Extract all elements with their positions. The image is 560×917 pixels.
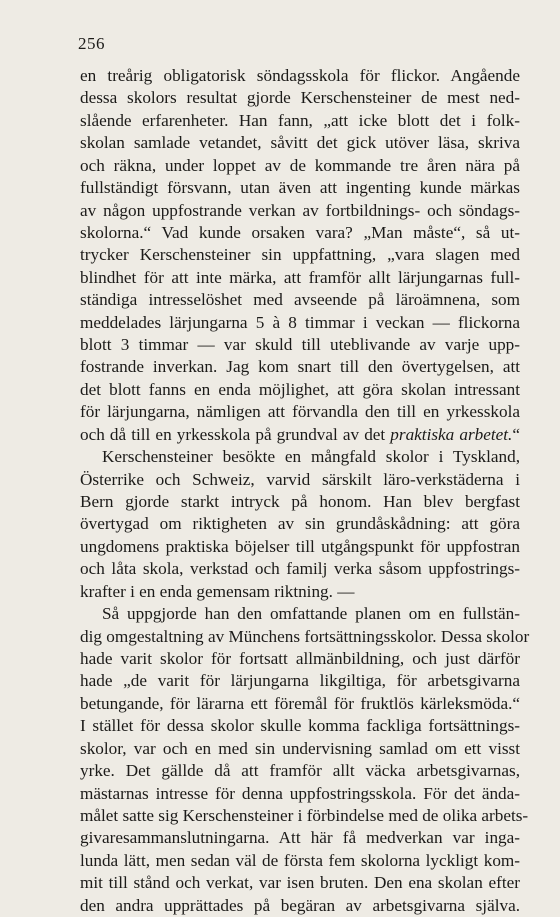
text-line (80, 132, 520, 154)
text-line (80, 155, 520, 177)
text-line-content: Så uppgjorde han den omfattande planen om en fullstän- (102, 604, 520, 624)
text-line-content: blott 3 timmar — var skuld till uteblivande av varje upp- (80, 335, 520, 355)
text-line (80, 872, 520, 894)
text-line (80, 558, 520, 580)
text-line (80, 626, 530, 648)
text-line (80, 715, 520, 737)
text-line-content: trycker Kerschensteiner sin uppfattning, „vara slagen med (80, 245, 520, 265)
text-line-content: övertygad om riktigheten av sin grundåskådning: att göra (80, 514, 520, 534)
text-line (80, 244, 520, 266)
text-line-content: skolor, var och en med sin undervisning samlad om ett visst (80, 738, 520, 758)
text-line (80, 312, 520, 334)
text-line (80, 850, 520, 872)
text-line (80, 356, 520, 378)
text-line-content: Bern gjorde starkt intryck på honom. Han blev bergfast (80, 492, 520, 512)
emphasized-text: praktiska arbetet. (390, 424, 513, 444)
text-line (80, 581, 520, 603)
text-line (80, 424, 520, 446)
text-line (80, 827, 520, 849)
text-line-content: fullständigt försvann, utan även att ingenting kunde märkas (80, 178, 520, 198)
text-line-content: och då till en yrkesskola på grundval av det (80, 424, 391, 444)
text-line-content: fostrande inverkan. Jag kom snart till den övertygelsen, att (80, 357, 520, 377)
text-line-content: ständiga intresselöshet med avseende på läroämnena, som (80, 290, 520, 310)
text-line (80, 289, 520, 311)
text-line-content: av någon uppfostrande verkan av fortbildnings- och söndags- (80, 200, 520, 220)
text-line-content: mästarnas intresse för denna uppfostringsskola. För det ända- (80, 783, 520, 803)
text-line (80, 200, 520, 222)
text-line-content: meddelades lärjungarna 5 à 8 timmar i veckan — flickorna (80, 312, 520, 332)
text-line (80, 760, 520, 782)
text-line-content: hade varit skolor för fortsatt allmänbildning, och just därför (80, 648, 520, 668)
text-line-content: slående erfarenheter. Han fann, „att icke blott det i folk- (80, 110, 520, 130)
text-line-content: I stället för dessa skolor skulle komma fackliga fortsättnings- (80, 716, 520, 736)
text-line (80, 648, 520, 670)
text-line (80, 177, 520, 199)
text-line-content: den andra upprättades på begäran av arbetsgivarna själva. (80, 895, 520, 915)
text-line (80, 446, 520, 468)
text-line (80, 87, 520, 109)
text-line (80, 65, 520, 87)
text-line-content: betungande, för lärarna ett föremål för fruktlös kärleksmöda.“ (80, 693, 520, 713)
text-line-content: Österrike och Schweiz, varvid särskilt läro-verkstäderna i (80, 469, 520, 489)
text-line-content: det blott fanns en enda möjlighet, att göra skolan intressant (80, 379, 520, 399)
text-line (80, 513, 520, 535)
text-line-content: blindhet för att inte märka, att framför allt lärjungarnas full- (80, 267, 520, 287)
text-line-content: Kerschensteiner besökte en mångfald skolor i Tyskland, (102, 447, 520, 467)
text-line (80, 536, 520, 558)
text-line-content: en treårig obligatorisk söndagsskola för flickor. Angående (80, 66, 520, 85)
text-line (80, 334, 520, 356)
text-line (80, 379, 520, 401)
text-line-content: och räkna, under loppet av de kommande tre åren nära på (80, 155, 520, 175)
text-line (80, 401, 520, 423)
text-line (80, 895, 520, 917)
text-line-content: målet satte sig Kerschensteiner i förbindelse med de olika arbets- (80, 805, 529, 825)
text-line-content: lunda lätt, men sedan väl de första fem skolorna lyckligt kom- (80, 850, 520, 870)
body-text (80, 65, 530, 917)
closing-quote: “ (512, 424, 520, 444)
text-line-content: dessa skolors resultat gjorde Kerschensteiner de mest ned- (80, 88, 520, 108)
text-line (80, 603, 520, 625)
text-line-content: för lärjungarna, nämligen att förvandla den till en yrkesskola (80, 402, 520, 422)
text-line (80, 222, 520, 244)
text-line-content: dig omgestaltning av Münchens fortsättningsskolor. Dessa skolor (80, 626, 530, 646)
text-line-content: krafter i en enda gemensam riktning. — (80, 581, 355, 601)
text-line-content: skolorna.“ Vad kunde orsaken vara? „Man måste“, så ut- (80, 222, 520, 242)
text-line-content: yrke. Det gällde då att framför allt väcka arbetsgivarnas, (80, 761, 520, 781)
text-line-content: och låta skola, verkstad och familj verka såsom uppfostrings- (80, 559, 520, 579)
text-line (80, 670, 520, 692)
text-line (80, 267, 520, 289)
text-line-content: givaresammanslutningarna. Att här få medverkan var inga- (80, 828, 520, 848)
text-line-content: mit till stånd och verkat, var isen bruten. Den ena skolan efter (80, 873, 520, 893)
text-line (80, 783, 520, 805)
text-line-content: skolan samlade vetandet, såvitt det gick utöver läsa, skriva (80, 133, 520, 153)
text-line (80, 738, 520, 760)
text-line (80, 805, 529, 827)
text-line-content: ungdomens praktiska böjelser till utgångspunkt för uppfostran (80, 536, 520, 556)
page-number: 256 (78, 34, 105, 53)
text-line (80, 110, 520, 132)
text-line (80, 491, 520, 513)
text-line (80, 469, 520, 491)
text-line-content: hade „de varit för lärjungarna likgiltiga, för arbetsgivarna (80, 671, 520, 691)
text-line (80, 693, 520, 715)
